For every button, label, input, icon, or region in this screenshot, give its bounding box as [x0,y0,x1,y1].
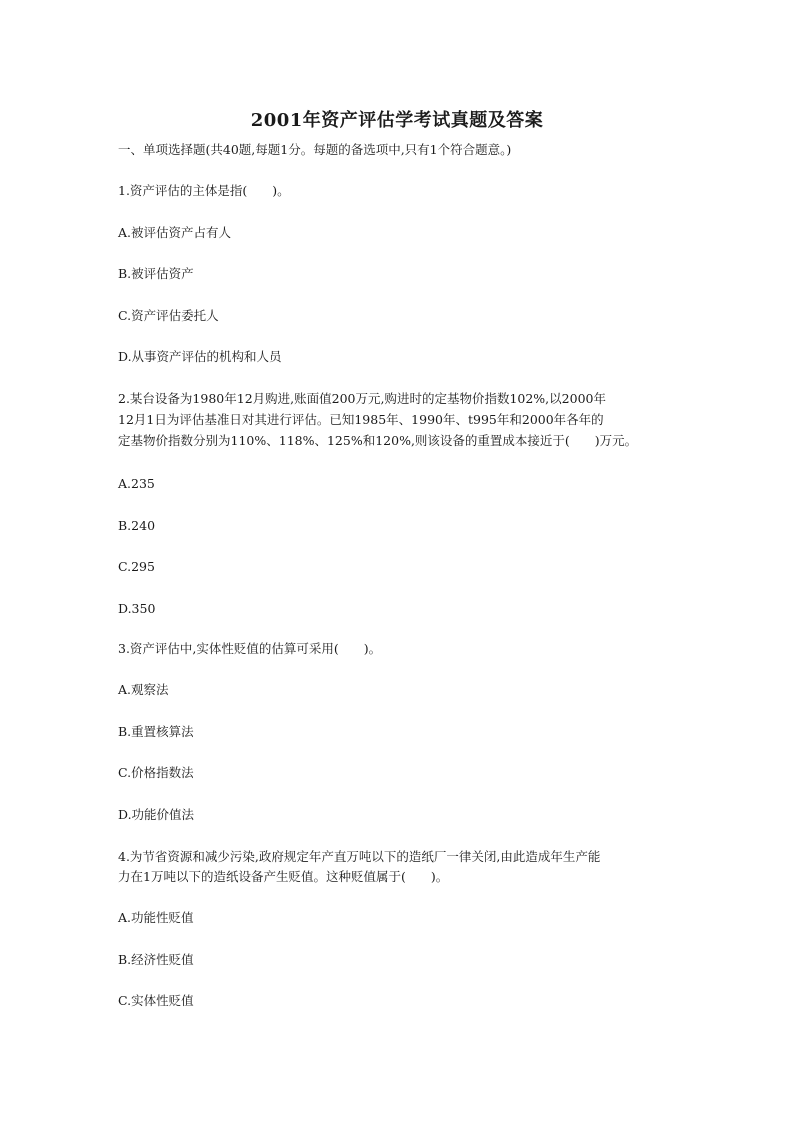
question-4-stem-line-1: 4.为节省资源和减少污染,政府规定年产直万吨以下的造纸厂一律关闭,由此造成年生产能 [118,849,601,864]
question-4-stem-line-2: 力在1万吨以下的造纸设备产生贬值。这种贬值属于( )。 [118,869,449,884]
question-3-option-a: A.观察法 [118,682,169,697]
question-1-stem: 1.资产评估的主体是指( )。 [118,183,290,198]
question-2-stem-line-1: 2.某台设备为1980年12月购进,账面值200万元,购进时的定基物价指数102%,以2000年 [118,391,606,406]
question-3-option-b: B.重置核算法 [118,724,194,739]
question-2-option-c: C.295 [118,559,155,574]
question-4-option-a: A.功能性贬值 [118,910,194,925]
question-2-stem-line-3: 定基物价指数分别为110%、118%、125%和120%,则该设备的重置成本接近于( )万元。 [118,433,638,448]
question-1-option-a: A.被评估资产占有人 [118,225,232,240]
question-2-option-d: D.350 [118,601,156,616]
question-2-option-a: A.235 [118,476,155,491]
question-1-option-b: B.被评估资产 [118,266,194,281]
question-1-option-d: D.从事资产评估的机构和人员 [118,349,282,364]
question-1-option-c: C.资产评估委托人 [118,308,219,323]
question-4-option-b: B.经济性贬值 [118,952,194,967]
question-3-option-c: C.价格指数法 [118,765,194,780]
question-3-stem: 3.资产评估中,实体性贬值的估算可采用( )。 [118,641,382,656]
question-3-option-d: D.功能价值法 [118,807,195,822]
question-4-option-c: C.实体性贬值 [118,993,194,1008]
section-heading: 一、单项选择题(共40题,每题1分。每题的备选项中,只有1个符合题意。) [118,142,512,157]
document-title: 2001年资产评估学考试真题及答案 [250,110,544,131]
question-2-stem-line-2: 12月1日为评估基准日对其进行评估。已知1985年、1990年、t995年和2000年各年的 [118,412,604,427]
question-2-option-b: B.240 [118,518,156,533]
